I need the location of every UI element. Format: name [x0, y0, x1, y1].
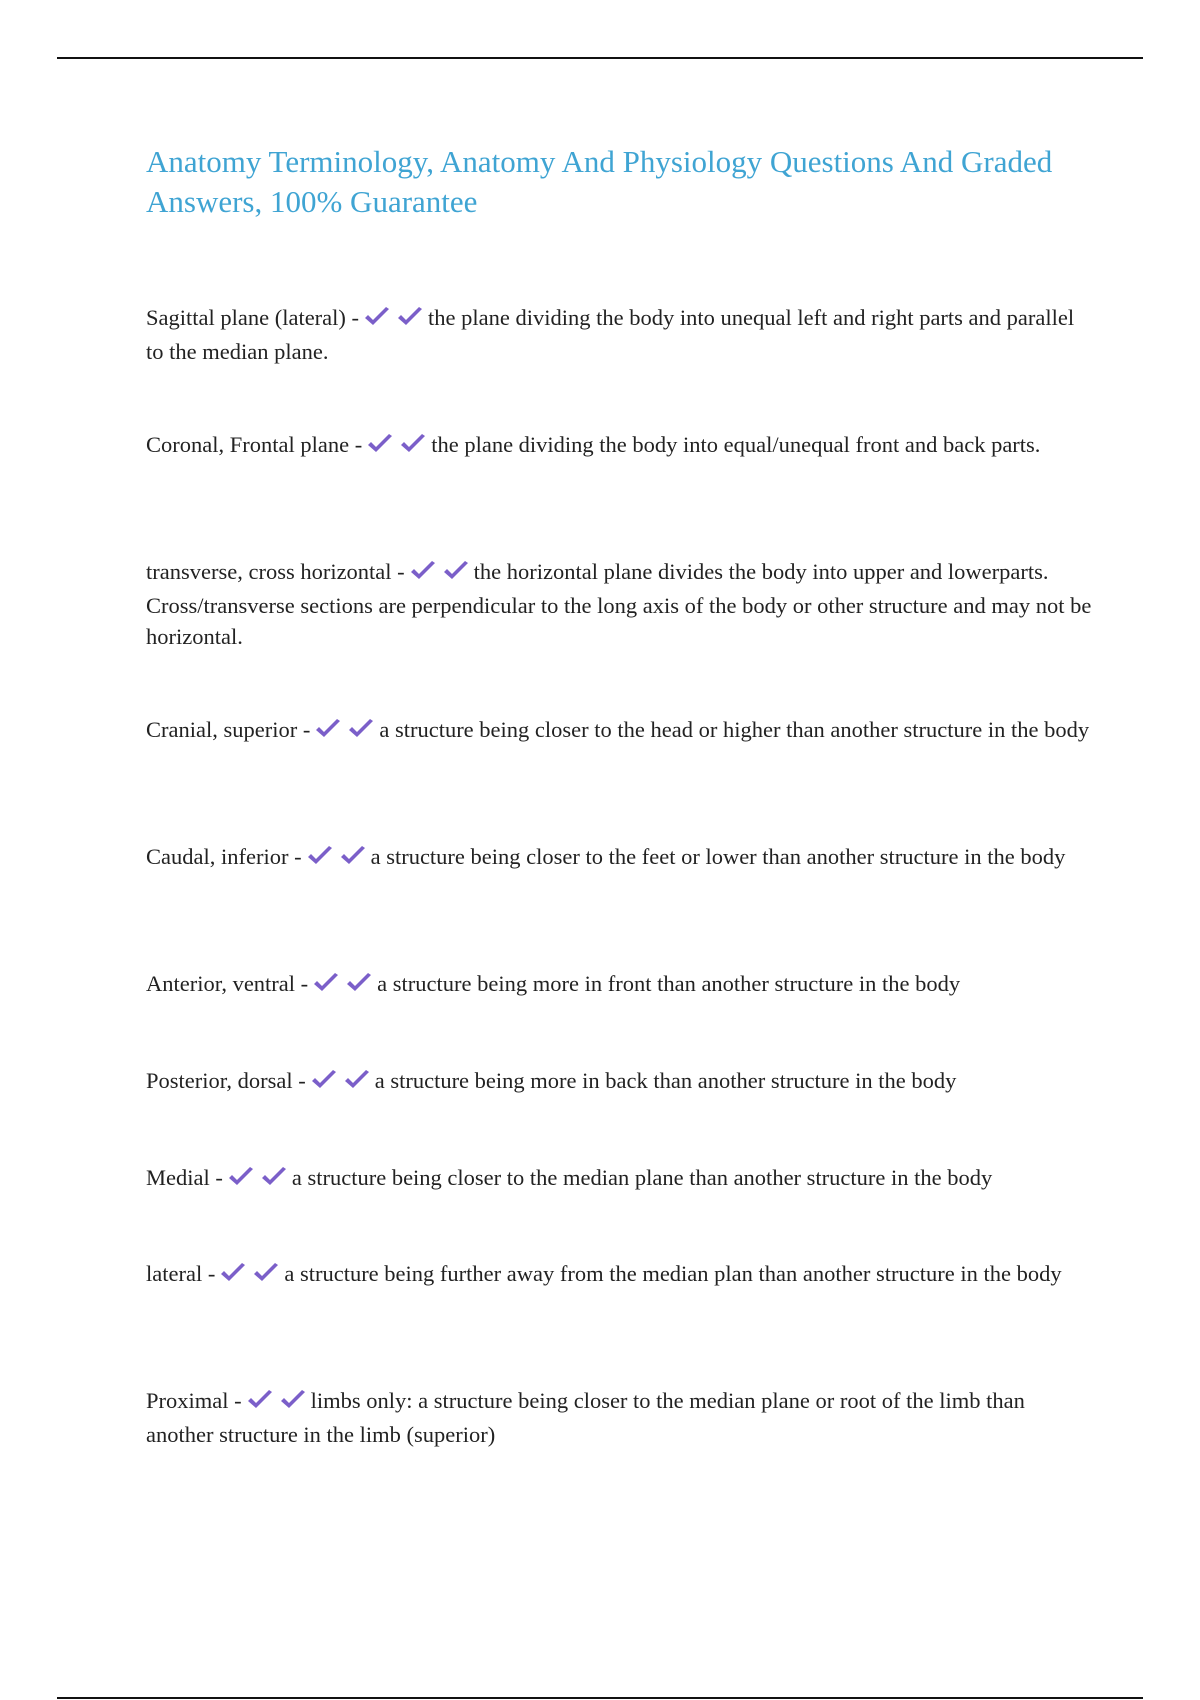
- check-marks: [314, 717, 377, 748]
- check-marks: [219, 1261, 282, 1292]
- definition: the plane dividing the body into unequal left and right parts and parallel to the median plane.: [146, 305, 1075, 364]
- check-icon: [442, 560, 470, 582]
- check-icon: [260, 1166, 288, 1188]
- term: Coronal, Frontal plane: [146, 432, 350, 457]
- qa-item: [146, 556, 1096, 652]
- term: Medial: [146, 1165, 210, 1190]
- qa-item: [146, 714, 1096, 748]
- separator: -: [234, 1388, 242, 1413]
- definition: a structure being more in front than another structure in the body: [377, 971, 961, 996]
- check-icon: [339, 845, 367, 867]
- term: Cranial, superior: [146, 717, 298, 742]
- bottom-rule: [57, 1697, 1143, 1699]
- page-title: Anatomy Terminology, Anatomy And Physiology Questions And Graded Answers, 100% Guarantee: [146, 144, 1053, 219]
- term: Caudal, inferior: [146, 844, 289, 869]
- qa-item: [146, 1385, 1096, 1450]
- separator: -: [298, 1068, 306, 1093]
- separator: -: [354, 432, 363, 457]
- check-icon: [310, 1069, 338, 1091]
- check-marks: [366, 432, 429, 463]
- check-marks: [312, 971, 375, 1002]
- term: lateral: [146, 1261, 203, 1286]
- check-icon: [279, 1389, 307, 1411]
- check-marks: [310, 1068, 373, 1099]
- check-icon: [252, 1262, 280, 1284]
- top-rule: [57, 57, 1143, 59]
- check-marks: [306, 844, 369, 875]
- term: transverse, cross horizontal: [146, 559, 392, 584]
- check-marks: [246, 1388, 309, 1419]
- check-icon: [363, 306, 391, 328]
- qa-item: [146, 1162, 1096, 1196]
- separator: -: [351, 305, 360, 330]
- separator: -: [215, 1165, 223, 1190]
- qa-item: [146, 429, 1096, 463]
- term: Sagittal plane (lateral): [146, 305, 346, 330]
- separator: -: [397, 559, 405, 584]
- check-marks: [363, 305, 426, 336]
- check-icon: [399, 433, 427, 455]
- separator: -: [207, 1261, 216, 1286]
- definition: the plane dividing the body into equal/unequal front and back parts.: [431, 432, 1041, 457]
- check-icon: [343, 1069, 371, 1091]
- check-marks: [227, 1165, 290, 1196]
- check-icon: [227, 1166, 255, 1188]
- definition: a structure being further away from the median plan than another structure in the body: [284, 1261, 1062, 1286]
- definition: limbs only: a structure being closer to the median plane or root of the limb than another structure in the limb (superior): [146, 1388, 1025, 1447]
- definition: a structure being closer to the feet or lower than another structure in the body: [370, 844, 1066, 869]
- qa-item: [146, 1065, 1096, 1099]
- check-icon: [312, 972, 340, 994]
- term: Proximal: [146, 1388, 229, 1413]
- check-icon: [314, 718, 342, 740]
- qa-item: [146, 1258, 1096, 1292]
- qa-item: [146, 968, 1096, 1002]
- check-icon: [396, 306, 424, 328]
- check-icon: [219, 1262, 247, 1284]
- check-icon: [345, 972, 373, 994]
- separator: -: [302, 717, 311, 742]
- check-icon: [409, 560, 437, 582]
- definition: the horizontal plane divides the body into upper and lowerparts. Cross/transverse sections are perpendicular to the long axis of the body or other structure and may not be horizontal.: [146, 559, 1092, 649]
- check-marks: [409, 559, 472, 590]
- separator: -: [300, 971, 309, 996]
- separator: -: [294, 844, 302, 869]
- term: Posterior, dorsal: [146, 1068, 293, 1093]
- qa-item: [146, 841, 1096, 875]
- check-icon: [366, 433, 394, 455]
- definition: a structure being closer to the median plane than another structure in the body: [291, 1165, 993, 1190]
- check-icon: [246, 1389, 274, 1411]
- check-icon: [347, 718, 375, 740]
- term: Anterior, ventral: [146, 971, 296, 996]
- qa-item: [146, 302, 1096, 367]
- check-icon: [306, 845, 334, 867]
- definition: a structure being more in back than another structure in the body: [374, 1068, 957, 1093]
- definition: a structure being closer to the head or higher than another structure in the body: [379, 717, 1090, 742]
